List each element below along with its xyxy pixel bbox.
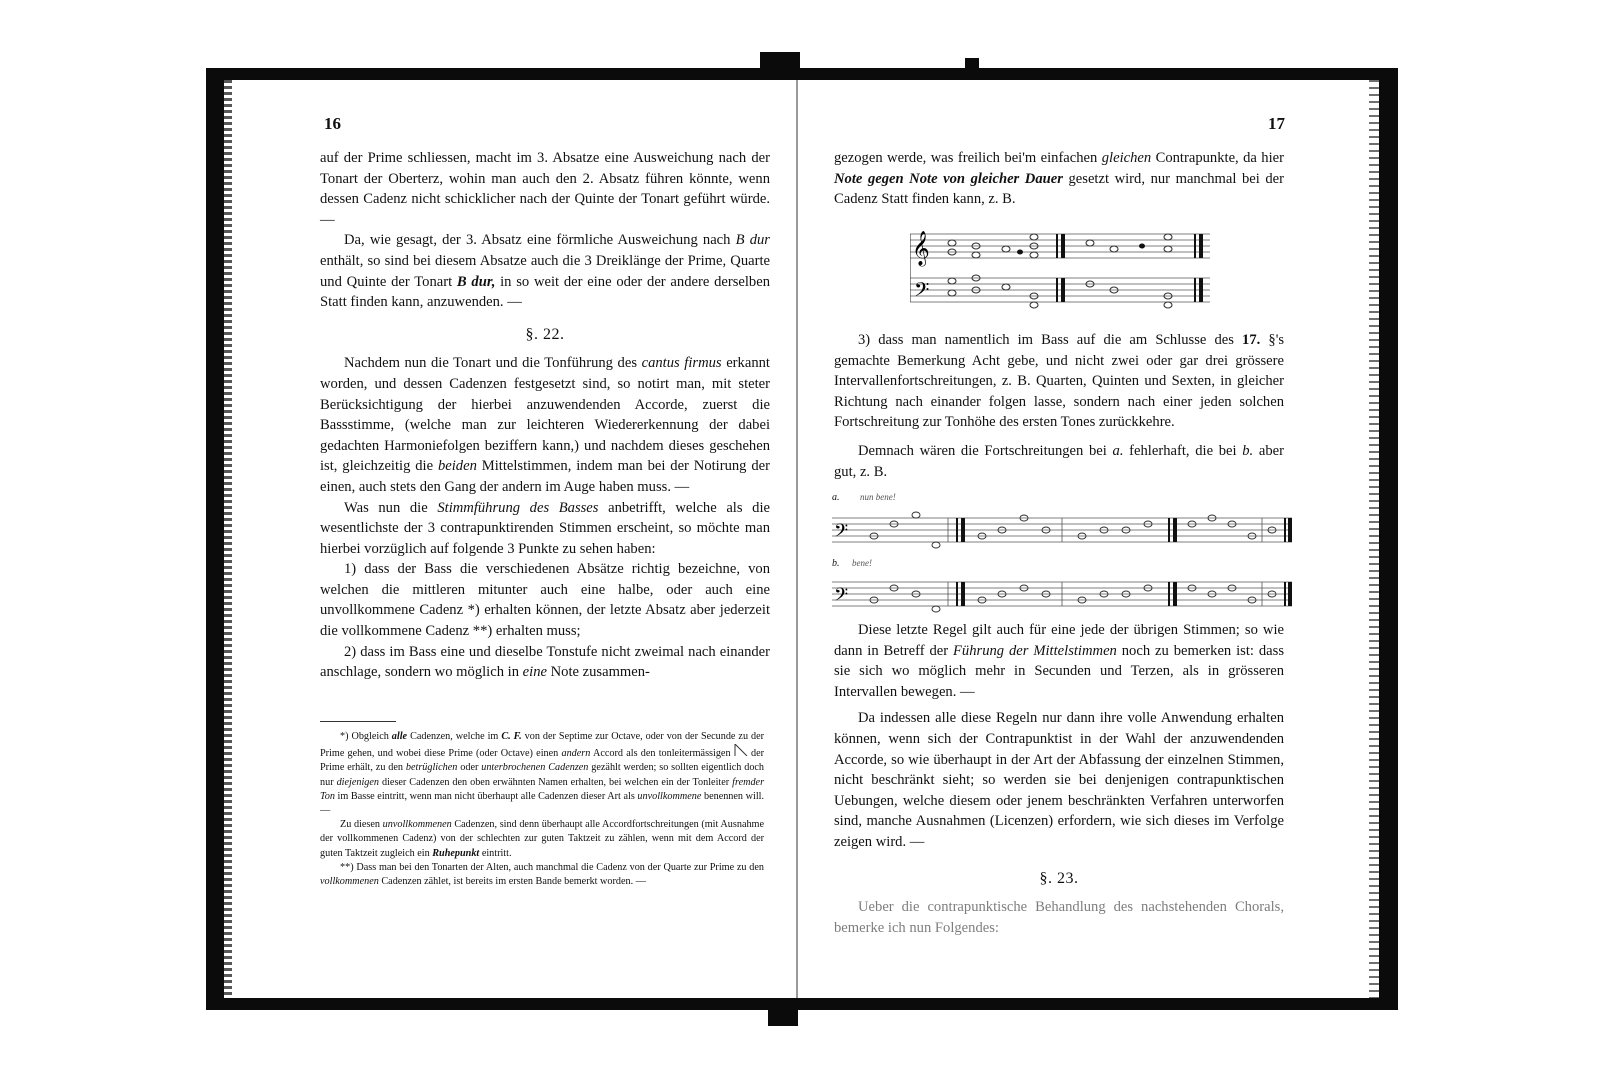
paragraph: Was nun die Stimmführung des Basses anbetrifft, welche als die wesentlichste der 3 contrapunktirenden Stimmen erscheint, so möchte man hierbei vorzüglich auf folgende 3 Punkte zu sehen haben:: [320, 499, 770, 557]
footnote: **) Dass man bei den Tonarten der Alten, auch manchmal die Cadenz von der Quarte zur Prime zu den vollkommenen Cadenzen zählet, ist bereits im ersten Bande bemerkt worden. —: [320, 861, 764, 888]
paragraph: Diese letzte Regel gilt auch für eine jede der übrigen Stimmen; so wie dann in Betreff der Führung der Mittelstimmen noch zu bemerken ist: dass sie sich wo möglich mehr in Secunden und Terzen, als in grösseren Intervallen bewegen. —: [834, 622, 1284, 700]
paragraph: 3) dass man namentlich im Bass auf die am Schlusse des 17. §'s gemachte Bemerkung Acht gebe, und nicht zwei oder gar drei grössere Intervallenfortschreitungen, z. B. Quarten, Quinten und Sexten, in gleicher Richtung nach einander folgen lasse, sondern nach einer jeden solchen Fortschreitung zur Tonhöhe des ersten Tones zurückkehre.: [834, 332, 1284, 431]
example-a-label: a.: [832, 492, 840, 503]
bass-clef-icon: 𝄢: [834, 585, 849, 610]
footnote: Zu diesen unvollkommenen Cadenzen, sind denn überhaupt alle Accordfortschreitungen (mit Ausnahme der vollkommenen Cadenz) von der schlechten zur guten Taktzeit zu zählen, wenn mit dem Accord der guten Taktzeit zugleich ein Ruhepunkt eintritt.: [320, 819, 765, 859]
paragraph: Demnach wären die Fortschreitungen bei a. fehlerhaft, die bei b. aber gut, z. B.: [834, 442, 1285, 480]
example-b-annotation: bene!: [852, 558, 872, 568]
music-example-cadence: [910, 220, 1210, 320]
paragraph: 1) dass der Bass die verschiedenen Absätze richtig bezeichne, von welchen die mittleren mitunter auch eine halbe, oder auch eine unvollkommene Cadenz *) erhalten können, der letzte Absatz aber jederzeit die vollkommene Cadenz **) erhalten muss;: [320, 561, 770, 640]
page-edge-right: [1369, 80, 1379, 998]
paragraph: gezogen werde, was freilich bei'm einfachen gleichen Contrapunkte, da hier Note gegen Note von gleicher Dauer gesetzt wird, nur manchmal bei der Cadenz Statt finden kann, z. B.: [834, 150, 1284, 208]
page-number-left: 16: [324, 114, 341, 133]
left-page: [224, 80, 790, 998]
page-number-right: 17: [1268, 114, 1285, 133]
notes-group: [948, 234, 1172, 308]
music-example-a: [832, 510, 1292, 550]
bass-clef-icon: 𝄢: [914, 278, 930, 306]
cover-clasp-bottom: [768, 1004, 798, 1026]
paragraph: Ueber die contrapunktische Behandlung des nachstehenden Chorals, bemerke ich nun Folgendes:: [834, 899, 1284, 936]
bass-clef-icon: 𝄢: [834, 521, 849, 546]
footnote: *) Obgleich alle Cadenzen, welche im C. F. von der Septime zur Octave, oder von der Secunde zu der Prime gehen, und wobei diese Prime (oder Octave) einen andern Accord als den tonleitermässigen der Prime erhält, zu den betrüglichen oder unterbrochenen Cadenzen gezählt werden; so sollten eigentlich doch nur diejenigen dieser Cadenzen den oben erwähnten Namen erhalten, bei welchen ein der Tonleiter fremder Ton im Basse eintritt, wenn man nicht überhaupt alle Cadenzen dieser Art als unvollkommene benennen will. —: [320, 731, 765, 817]
page-edge-left: [224, 80, 232, 998]
right-page: [804, 80, 1379, 998]
diagonal-mark-icon: [734, 744, 748, 756]
cover-clasp-top: [760, 52, 800, 74]
section-heading: §. 23.: [1039, 869, 1079, 887]
book-gutter: [790, 80, 804, 998]
paragraph: auf der Prime schliessen, macht im 3. Absatze eine Ausweichung nach der Tonart der Oberterz, wohin man auch den 2. Absatz führen könnte, wenn dessen Cadenz nicht schicklicher nach der Quinte der Tonart geführt würde. —: [320, 150, 770, 228]
paragraph: 2) dass im Bass eine und dieselbe Tonstufe nicht zweimal nach einander anschlage, sondern wo möglich in eine Note zusammen-: [320, 643, 770, 681]
footnote-rule: [320, 721, 396, 722]
right-body-bottom: [834, 620, 1284, 938]
music-example-b: [832, 574, 1292, 614]
right-body-middle: [834, 330, 1284, 482]
notes-group: [870, 585, 1276, 612]
section-heading: §. 22.: [525, 325, 565, 343]
paragraph: Nachdem nun die Tonart und die Tonführung des cantus firmus erkannt worden, und dessen Cadenzen festgesetzt sind, so notirt man, mit steter Berücksichtigung der hierbei anzuwendenden Accorde, zuerst die Bassstimme, (welche man zur leichteren Wiedererkennung der dabei gedachten Harmoniefolgen beziffern kann,) und nachdem dieses geschehen ist, gleichzeitig die beiden Mittelstimmen, indem man bei der Notirung der einen, auch stets den Gang der andern im Auge haben muss. —: [320, 355, 770, 495]
left-body-text: [320, 148, 770, 683]
paragraph: Da indessen alle diese Regeln nur dann ihre volle Anwendung erhalten können, wenn sich der Contrapunktist in der Wahl der anzuwendenden Accorde, so wie überhaupt in der Art der Abfassung der einzelnen Stimmen, nicht beschränkt sieht; so werden sie bei denjenigen contrapunktischen Uebungen, welche diesem oder jenem beschränkten Verfahren unterworfen sind, manche Ausnahmen (Licenzen) erfordern, wie sich dieses im Verfolge zeigen wird. —: [834, 710, 1284, 850]
example-b-label: b.: [832, 558, 840, 569]
paragraph: Da, wie gesagt, der 3. Absatz eine förmliche Ausweichung nach B dur enthält, so sind bei diesem Absatze auch die 3 Dreiklänge der Prime, Quarte und Quinte der Tonart B dur, in so weit der eine oder der andere derselben Statt finden kann, anzuwenden. —: [320, 232, 770, 311]
right-body-top: [834, 148, 1284, 210]
left-footnotes: [320, 730, 764, 889]
cover-mark-top: [965, 58, 979, 74]
treble-clef-icon: 𝄞: [912, 231, 930, 266]
example-a-annotation: nun bene!: [860, 492, 896, 502]
